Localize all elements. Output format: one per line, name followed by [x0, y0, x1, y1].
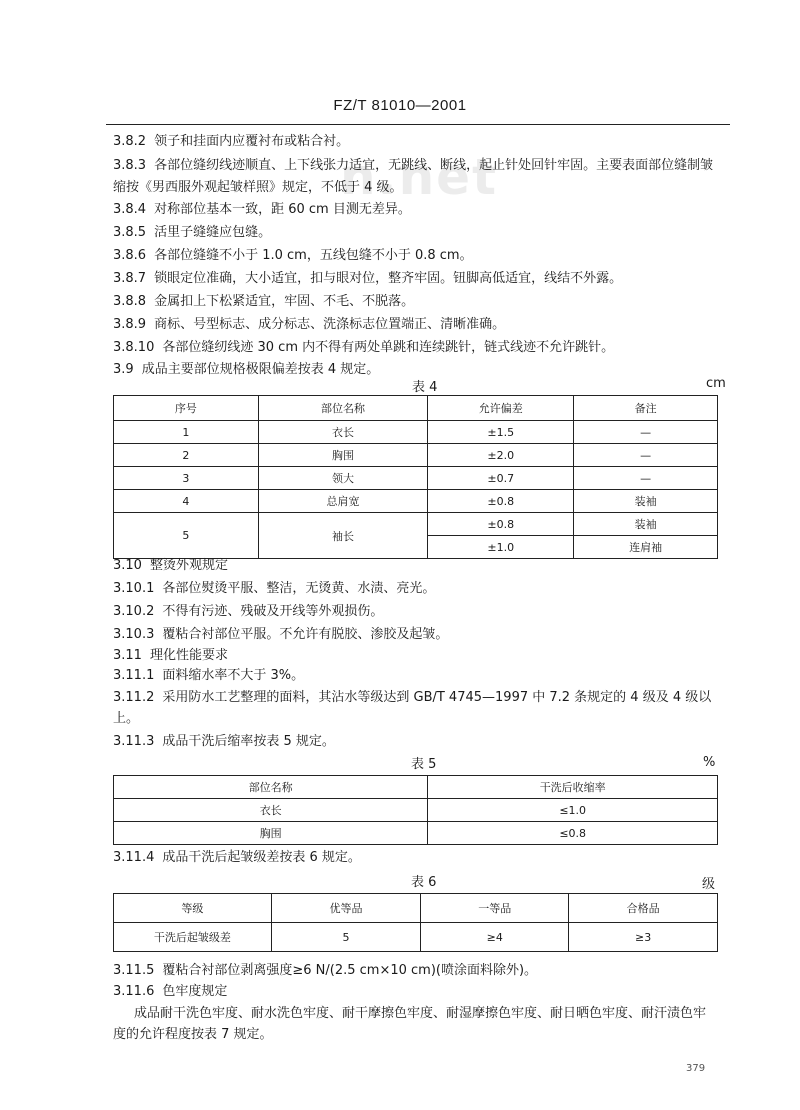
table-header-row — [114, 776, 718, 799]
clause-line: 3.10.2 不得有污迹、残破及开线等外观损伤。 — [113, 604, 384, 619]
table-cell: 3 — [114, 467, 259, 490]
paragraph-line: 度的允许程度按表 7 规定。 — [113, 1027, 273, 1042]
table-header-cell: 部位名称 — [114, 776, 428, 799]
table-cell: — — [574, 421, 718, 444]
table-row — [114, 444, 718, 467]
table-row — [114, 513, 718, 536]
table-cell: 袖长 — [258, 513, 428, 559]
clause-line: 3.8.4 对称部位基本一致，距 60 cm 目测无差异。 — [113, 202, 411, 217]
header-rule — [106, 124, 730, 125]
clause-line: 3.11.5 覆粘合衬部位剥离强度≥6 N/(2.5 cm×10 cm)(喷涂面料除外)。 — [113, 963, 538, 978]
table-cell: ≥3 — [569, 923, 718, 952]
table-cell: 连肩袖 — [574, 536, 718, 559]
table-cell: 胸围 — [258, 444, 428, 467]
table-cell: ±1.0 — [428, 536, 574, 559]
table-cell: ±2.0 — [428, 444, 574, 467]
table-header-cell: 允许偏差 — [428, 396, 574, 421]
clause-line: 3.11.4 成品干洗后起皱级差按表 6 规定。 — [113, 850, 361, 865]
table-cell: ≥4 — [421, 923, 569, 952]
clause-line: 3.10.3 覆粘合衬部位平服。不允许有脱胶、渗胶及起皱。 — [113, 627, 449, 642]
table-row — [114, 822, 718, 845]
clause-line: 3.11 理化性能要求 — [113, 648, 228, 663]
table-cell: 总肩宽 — [258, 490, 428, 513]
table-header-cell: 部位名称 — [258, 396, 428, 421]
table-cell: 领大 — [258, 467, 428, 490]
paragraph-line: 成品耐干洗色牢度、耐水洗色牢度、耐干摩擦色牢度、耐湿摩擦色牢度、耐日晒色牢度、耐汗渍色牢 — [134, 1006, 707, 1021]
clause-line: 3.9 成品主要部位规格极限偏差按表 4 规定。 — [113, 362, 380, 377]
table-cell: 装袖 — [574, 513, 718, 536]
table-cell: 5 — [114, 513, 259, 559]
table-cell: ±1.5 — [428, 421, 574, 444]
table-cell: 5 — [271, 923, 421, 952]
clause-line: 3.8.10 各部位缝纫线迹 30 cm 内不得有两处单跳和连续跳针，链式线迹不允许跳针。 — [113, 340, 615, 355]
clause-line: 3.8.5 活里子缝缝应包缝。 — [113, 225, 272, 240]
table4-unit: cm — [706, 376, 726, 391]
table6-unit: 级 — [702, 877, 716, 892]
table-header-row — [114, 396, 718, 421]
table-cell: 衣长 — [114, 799, 428, 822]
table-row — [114, 490, 718, 513]
table-cell: 干洗后起皱级差 — [114, 923, 272, 952]
table-cell: 1 — [114, 421, 259, 444]
clause-line: 3.8.6 各部位缝缝不小于 1.0 cm，五线包缝不小于 0.8 cm。 — [113, 248, 473, 263]
table-cell: 装袖 — [574, 490, 718, 513]
table-row — [114, 467, 718, 490]
table-header-cell: 序号 — [114, 396, 259, 421]
clause-line: 3.8.8 金属扣上下松紧适宜，牢固、不毛、不脱落。 — [113, 294, 415, 309]
table-cell: ≤1.0 — [428, 799, 718, 822]
standard-header: FZ/T 81010—2001 — [333, 97, 467, 114]
table5-unit: % — [703, 755, 716, 770]
table-cell: — — [574, 444, 718, 467]
table-header-row — [114, 894, 718, 923]
clause-line: 3.11.1 面料缩水率不大于 3%。 — [113, 668, 305, 683]
watermark: n.net — [340, 148, 498, 206]
table-header-cell: 一等品 — [421, 894, 569, 923]
table4-title: 表 4 — [412, 380, 438, 395]
clause-line-continued: 缩按《男西服外观起皱样照》规定，不低于 4 级。 — [113, 180, 403, 195]
table6-title: 表 6 — [411, 875, 437, 890]
clause-line: 3.10 整烫外观规定 — [113, 558, 228, 573]
clause-line-continued: 上。 — [113, 711, 140, 726]
table-header-cell: 干洗后收缩率 — [428, 776, 718, 799]
table-header-cell: 合格品 — [569, 894, 718, 923]
table4 — [113, 395, 718, 559]
clause-line: 3.8.7 锁眼定位准确，大小适宜，扣与眼对位，整齐牢固。钮脚高低适宜，线结不外露。 — [113, 271, 623, 286]
clause-line: 3.11.3 成品干洗后缩率按表 5 规定。 — [113, 734, 335, 749]
table-cell: ±0.8 — [428, 490, 574, 513]
table5-title: 表 5 — [411, 757, 437, 772]
clause-line: 3.10.1 各部位熨烫平服、整洁，无烫黄、水渍、亮光。 — [113, 581, 436, 596]
table6 — [113, 893, 718, 952]
clause-line: 3.11.2 采用防水工艺整理的面料，其沾水等级达到 GB/T 4745—1997 中 7.2 条规定的 4 级及 4 级以 — [113, 690, 712, 705]
clause-line: 3.8.9 商标、号型标志、成分标志、洗涤标志位置端正、清晰准确。 — [113, 317, 506, 332]
clause-line: 3.11.6 色牢度规定 — [113, 984, 228, 999]
table-row — [114, 799, 718, 822]
table-cell: ≤0.8 — [428, 822, 718, 845]
table-row — [114, 421, 718, 444]
table-row — [114, 923, 718, 952]
table-cell: ±0.8 — [428, 513, 574, 536]
table-cell: 衣长 — [258, 421, 428, 444]
page-number: 379 — [686, 1063, 706, 1074]
table-header-cell: 等级 — [114, 894, 272, 923]
table-cell: 2 — [114, 444, 259, 467]
table-cell: 胸围 — [114, 822, 428, 845]
table-cell: — — [574, 467, 718, 490]
table5 — [113, 775, 718, 845]
clause-line: 3.8.2 领子和挂面内应覆衬布或粘合衬。 — [113, 134, 350, 149]
table-cell: 4 — [114, 490, 259, 513]
clause-line: 3.8.3 各部位缝纫线迹顺直、上下线张力适宜，无跳线、断线，起止针处回针牢固。主要表面部位缝制皱 — [113, 158, 714, 173]
table-header-cell: 优等品 — [271, 894, 421, 923]
table-cell: ±0.7 — [428, 467, 574, 490]
table-header-cell: 备注 — [574, 396, 718, 421]
